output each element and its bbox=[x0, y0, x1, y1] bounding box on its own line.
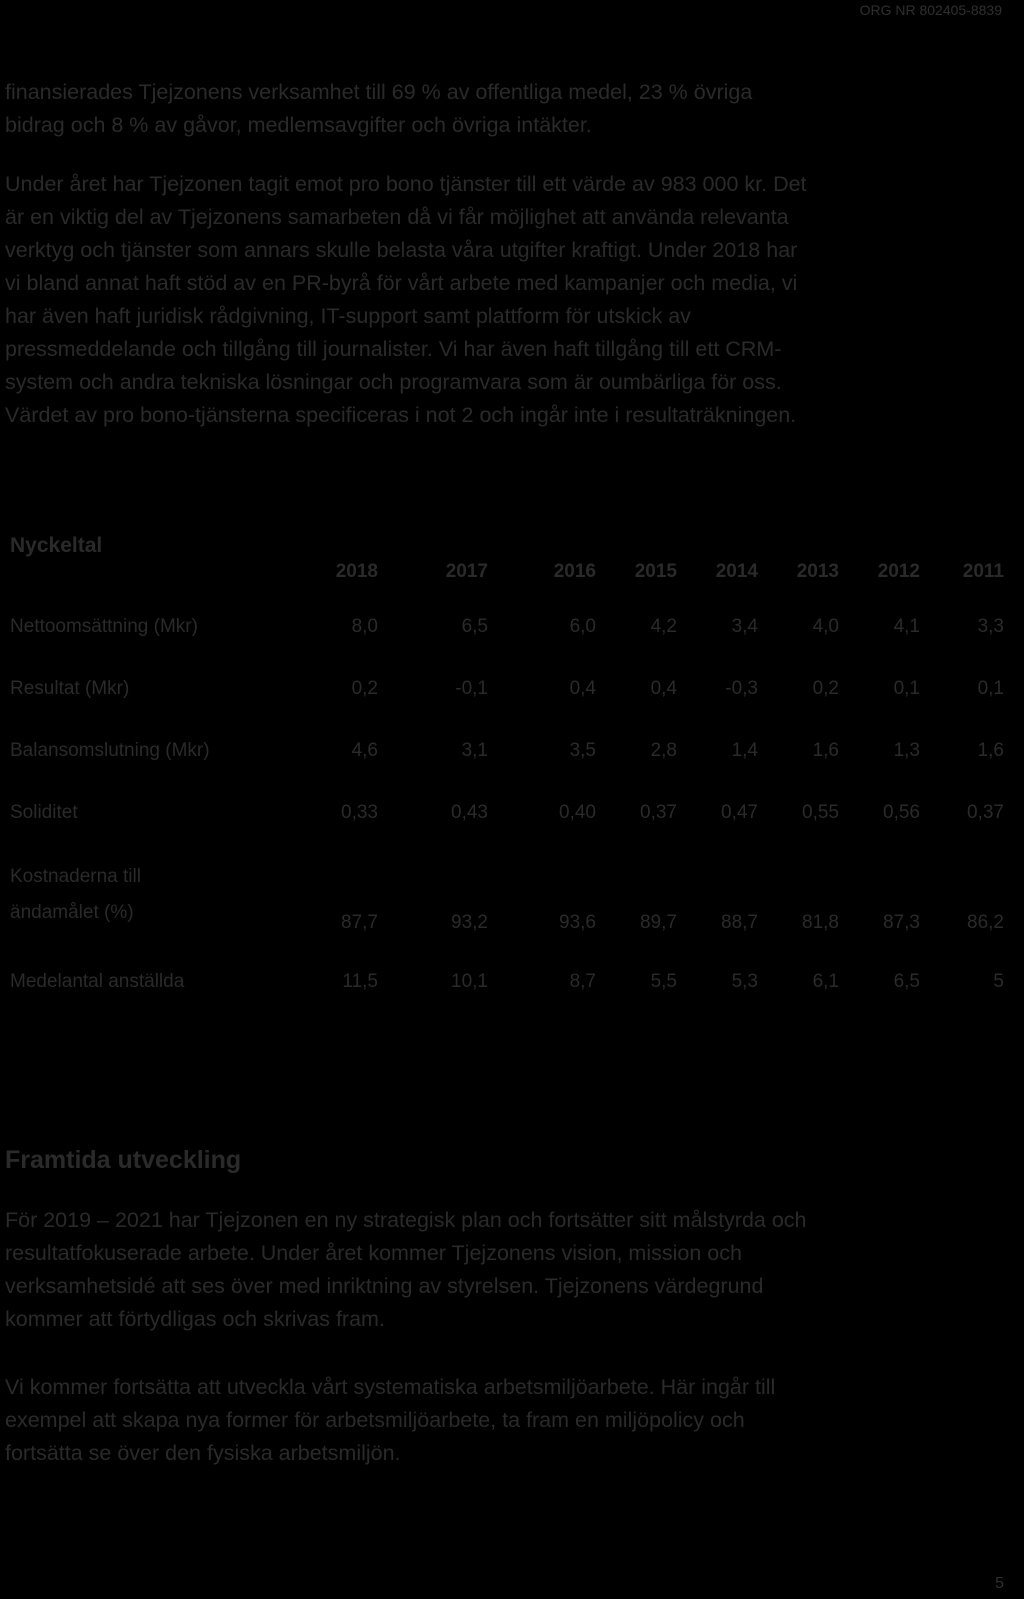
kpi-heading: Nyckeltal bbox=[10, 534, 103, 557]
table-cell: 0,33 bbox=[341, 802, 378, 823]
table-cell: 3,4 bbox=[731, 616, 758, 637]
page-number: 5 bbox=[995, 1575, 1004, 1592]
table-cell: 89,7 bbox=[640, 912, 677, 933]
table-cell: 6,1 bbox=[812, 971, 839, 992]
table-cell: 5 bbox=[993, 971, 1004, 992]
text-line: exempel att skapa nya former för arbetsmiljöarbete, ta fram en miljöpolicy och bbox=[5, 1408, 745, 1432]
table-cell: 93,2 bbox=[451, 912, 488, 933]
kpi-table bbox=[0, 560, 1024, 1020]
row-label: Kostnaderna till bbox=[10, 866, 141, 887]
row-label: Soliditet bbox=[10, 802, 78, 823]
table-cell: 4,2 bbox=[650, 616, 677, 637]
table-cell: 3,1 bbox=[461, 740, 488, 761]
table-cell: 1,6 bbox=[812, 740, 839, 761]
table-cell: 6,5 bbox=[893, 971, 920, 992]
table-cell: 5,3 bbox=[731, 971, 758, 992]
year-header: 2018 bbox=[335, 561, 378, 582]
table-cell: 88,7 bbox=[721, 912, 758, 933]
text-line: Värdet av pro bono-tjänsterna specificeras i not 2 och ingår inte i resultaträkningen. bbox=[5, 403, 797, 427]
table-cell: 0,1 bbox=[977, 678, 1004, 699]
text-line: verktyg och tjänster som annars skulle belasta våra utgifter kraftigt. Under 2018 har bbox=[5, 238, 798, 262]
intro-paragraph-funding bbox=[5, 76, 995, 142]
table-cell: 0,37 bbox=[967, 802, 1004, 823]
table-cell: 81,8 bbox=[802, 912, 839, 933]
table-cell: 0,2 bbox=[351, 678, 378, 699]
table-cell: 11,5 bbox=[342, 971, 378, 992]
table-cell: 4,0 bbox=[812, 616, 839, 637]
year-header: 2012 bbox=[877, 561, 920, 582]
table-cell: 0,56 bbox=[883, 802, 920, 823]
table-cell: 2,8 bbox=[650, 740, 677, 761]
year-header: 2011 bbox=[962, 561, 1004, 582]
row-label: Balansomslutning (Mkr) bbox=[10, 740, 210, 761]
table-cell: 0,43 bbox=[451, 802, 488, 823]
table-cell: 10,1 bbox=[451, 971, 488, 992]
table-cell: 87,3 bbox=[883, 912, 920, 933]
text-line: är en viktig del av Tjejzonens samarbeten då vi får möjlighet att använda relevanta bbox=[5, 205, 789, 229]
table-cell: 1,3 bbox=[893, 740, 920, 761]
intro-paragraph-pro-bono bbox=[5, 168, 995, 432]
table-cell: 86,2 bbox=[967, 912, 1004, 933]
table-cell: 0,2 bbox=[812, 678, 839, 699]
table-cell: 93,6 bbox=[559, 912, 596, 933]
year-header: 2014 bbox=[715, 561, 758, 582]
table-cell: 8,7 bbox=[569, 971, 596, 992]
table-cell: 4,1 bbox=[893, 616, 920, 637]
text-line: fortsätta se över den fysiska arbetsmiljön. bbox=[5, 1441, 401, 1465]
table-cell: 1,6 bbox=[977, 740, 1004, 761]
year-header: 2013 bbox=[796, 561, 839, 582]
text-line: För 2019 – 2021 har Tjejzonen en ny strategisk plan och fortsätter sitt målstyrda och bbox=[5, 1208, 807, 1232]
table-cell: 0,1 bbox=[893, 678, 920, 699]
text-line: verksamhetsidé att ses över med inriktning av styrelsen. Tjejzonens värdegrund bbox=[5, 1274, 764, 1298]
row-label: Resultat (Mkr) bbox=[10, 678, 130, 699]
row-label: ändamålet (%) bbox=[10, 902, 134, 923]
table-cell: 8,0 bbox=[351, 616, 378, 637]
text-line: pressmeddelande och tillgång till journalister. Vi har även haft tillgång till ett CRM- bbox=[5, 337, 782, 361]
year-header: 2017 bbox=[445, 561, 488, 582]
table-cell: 4,6 bbox=[351, 740, 378, 761]
table-cell: 3,5 bbox=[569, 740, 596, 761]
table-cell: -0,1 bbox=[455, 678, 488, 699]
table-cell: 0,47 bbox=[721, 802, 758, 823]
text-line: finansierades Tjejzonens verksamhet till 69 % av offentliga medel, 23 % övriga bbox=[5, 80, 753, 104]
future-paragraph-work-environment bbox=[5, 1371, 995, 1470]
row-label: Nettoomsättning (Mkr) bbox=[10, 616, 198, 637]
table-cell: -0,3 bbox=[725, 678, 758, 699]
table-cell: 0,4 bbox=[569, 678, 596, 699]
text-line: Vi kommer fortsätta att utveckla vårt systematiska arbetsmiljöarbete. Här ingår till bbox=[5, 1375, 776, 1399]
table-cell: 0,37 bbox=[640, 802, 677, 823]
year-header: 2015 bbox=[634, 561, 677, 582]
table-cell: 1,4 bbox=[731, 740, 758, 761]
future-paragraph-strategy bbox=[5, 1204, 995, 1336]
text-line: har även haft juridisk rådgivning, IT-support samt plattform för utskick av bbox=[5, 304, 691, 328]
org-number: ORG NR 802405-8839 bbox=[859, 2, 1002, 18]
table-cell: 0,4 bbox=[650, 678, 677, 699]
table-cell: 6,0 bbox=[569, 616, 596, 637]
text-line: vi bland annat haft stöd av en PR-byrå för vårt arbete med kampanjer och media, vi bbox=[5, 271, 798, 295]
text-line: Under året har Tjejzonen tagit emot pro bono tjänster till ett värde av 983 000 kr. Det bbox=[5, 172, 807, 196]
text-line: kommer att förtydligas och skrivas fram. bbox=[5, 1307, 385, 1331]
table-cell: 6,5 bbox=[461, 616, 488, 637]
future-heading: Framtida utveckling bbox=[5, 1146, 242, 1174]
table-cell: 0,40 bbox=[559, 802, 596, 823]
text-line: resultatfokuserade arbete. Under året kommer Tjejzonens vision, mission och bbox=[5, 1241, 742, 1265]
table-cell: 87,7 bbox=[341, 912, 378, 933]
table-cell: 3,3 bbox=[977, 616, 1004, 637]
row-label: Medelantal anställda bbox=[10, 971, 185, 992]
text-line: system och andra tekniska lösningar och programvara som är oumbärliga för oss. bbox=[5, 370, 782, 394]
text-line: bidrag och 8 % av gåvor, medlemsavgifter och övriga intäkter. bbox=[5, 113, 592, 137]
table-cell: 0,55 bbox=[802, 802, 839, 823]
year-header: 2016 bbox=[553, 561, 596, 582]
table-cell: 5,5 bbox=[650, 971, 677, 992]
